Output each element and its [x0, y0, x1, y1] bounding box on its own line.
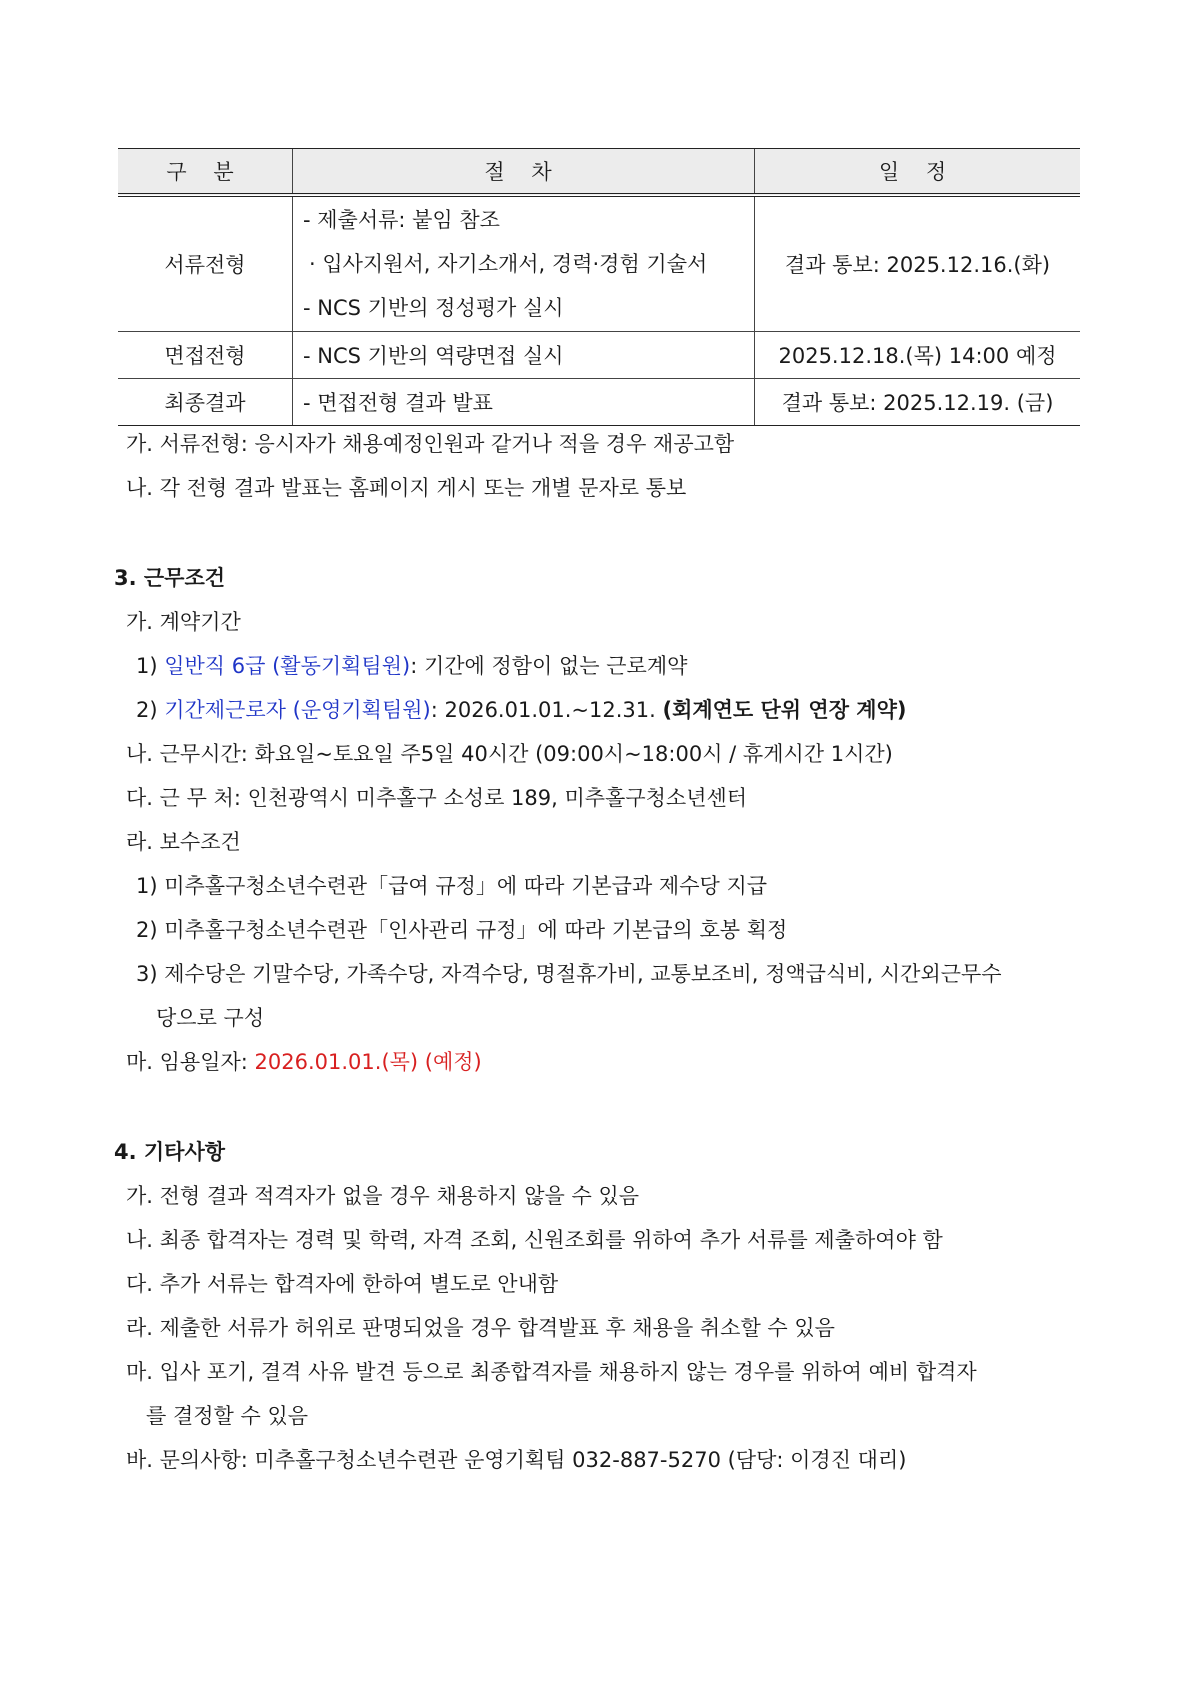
list-item: 나. 최종 합격자는 경력 및 학력, 자격 조회, 신원조회를 위하여 추가 서류를 제출하여야 함 [126, 1228, 943, 1252]
table-row [118, 332, 1080, 379]
pay-item-2: 2) 미추홀구청소년수련관「인사관리 규정」에 따라 기본급의 호봉 획정 [136, 918, 788, 942]
row-schedule: 결과 통보: 2025.12.19. (금) [755, 379, 1081, 426]
row-category: 서류전형 [118, 195, 293, 332]
row-schedule: 2025.12.18.(목) 14:00 예정 [755, 332, 1081, 379]
contract-item-1 [136, 652, 687, 680]
table-row [118, 195, 1080, 332]
row-procedure: - NCS 기반의 역량면접 실시 [293, 332, 755, 379]
procedure-line: · 입사지원서, 자기소개서, 경력·경험 기술서 [309, 252, 708, 276]
start-date-label: 마. 임용일자: [126, 1050, 255, 1074]
table-header-row [118, 149, 1080, 196]
list-item: 가. 전형 결과 적격자가 없을 경우 채용하지 않을 수 있음 [126, 1184, 640, 1208]
list-item: 마. 입사 포기, 결격 사유 발견 등으로 최종합격자를 채용하지 않는 경우를 위하여 예비 합격자 [126, 1360, 977, 1384]
pay-item-1: 1) 미추홀구청소년수련관「급여 규정」에 따라 기본급과 제수당 지급 [136, 874, 768, 898]
procedure-line: - 제출서류: 붙임 참조 [303, 208, 500, 232]
pay-item-3: 3) 제수당은 기말수당, 가족수당, 자격수당, 명절휴가비, 교통보조비, 정액급식비, 시간외근무수 [136, 962, 1002, 986]
item-number: 2) [136, 698, 165, 722]
header-category: 구 분 [118, 149, 293, 196]
pay-item-3-cont: 당으로 구성 [156, 1006, 265, 1030]
row-category: 최종결과 [118, 379, 293, 426]
item-number: 1) [136, 654, 165, 678]
schedule-table [118, 148, 1080, 426]
row-schedule: 결과 통보: 2025.12.16.(화) [755, 195, 1081, 332]
bold-note: (회계연도 단위 연장 계약) [662, 698, 907, 722]
list-item: 다. 추가 서류는 합격자에 한하여 별도로 안내함 [126, 1272, 559, 1296]
row-category: 면접전형 [118, 332, 293, 379]
row-procedure: - 면접전형 결과 발표 [293, 379, 755, 426]
position-highlight: 일반직 6급 (활동기획팀원) [164, 654, 411, 678]
list-item: 라. 제출한 서류가 허위로 판명되었을 경우 합격발표 후 채용을 취소할 수 있음 [126, 1316, 835, 1340]
header-schedule: 일 정 [755, 149, 1081, 196]
position-highlight: 기간제근로자 (운영기획팀원) [164, 698, 431, 722]
start-date-value: 2026.01.01.(목) (예정) [254, 1050, 482, 1074]
start-date [126, 1048, 482, 1076]
list-item-cont: 를 결정할 수 있음 [146, 1404, 309, 1428]
procedure-line: - NCS 기반의 정성평가 실시 [303, 296, 564, 320]
item-text: : 기간에 정함이 없는 근로계약 [410, 654, 688, 678]
section-3-title: 3. 근무조건 [114, 566, 226, 590]
table-row [118, 379, 1080, 426]
contract-heading: 가. 계약기간 [126, 610, 241, 634]
header-procedure: 절 차 [293, 149, 755, 196]
pay-heading: 라. 보수조건 [126, 830, 241, 854]
note-line: 나. 각 전형 결과 발표는 홈페이지 게시 또는 개별 문자로 통보 [126, 476, 687, 500]
row-procedure [293, 195, 755, 332]
section-4-title: 4. 기타사항 [114, 1140, 226, 1164]
list-item: 바. 문의사항: 미추홀구청소년수련관 운영기획팀 032-887-5270 (담당: 이경진 대리) [126, 1448, 907, 1472]
note-line: 가. 서류전형: 응시자가 채용예정인원과 같거나 적을 경우 재공고함 [126, 432, 735, 456]
item-text: : 2026.01.01.~12.31. [430, 698, 663, 722]
contract-item-2 [136, 696, 906, 724]
workplace: 다. 근 무 처: 인천광역시 미추홀구 소성로 189, 미추홀구청소년센터 [126, 786, 748, 810]
work-hours: 나. 근무시간: 화요일~토요일 주5일 40시간 (09:00시~18:00시 / 휴게시간 1시간) [126, 742, 893, 766]
